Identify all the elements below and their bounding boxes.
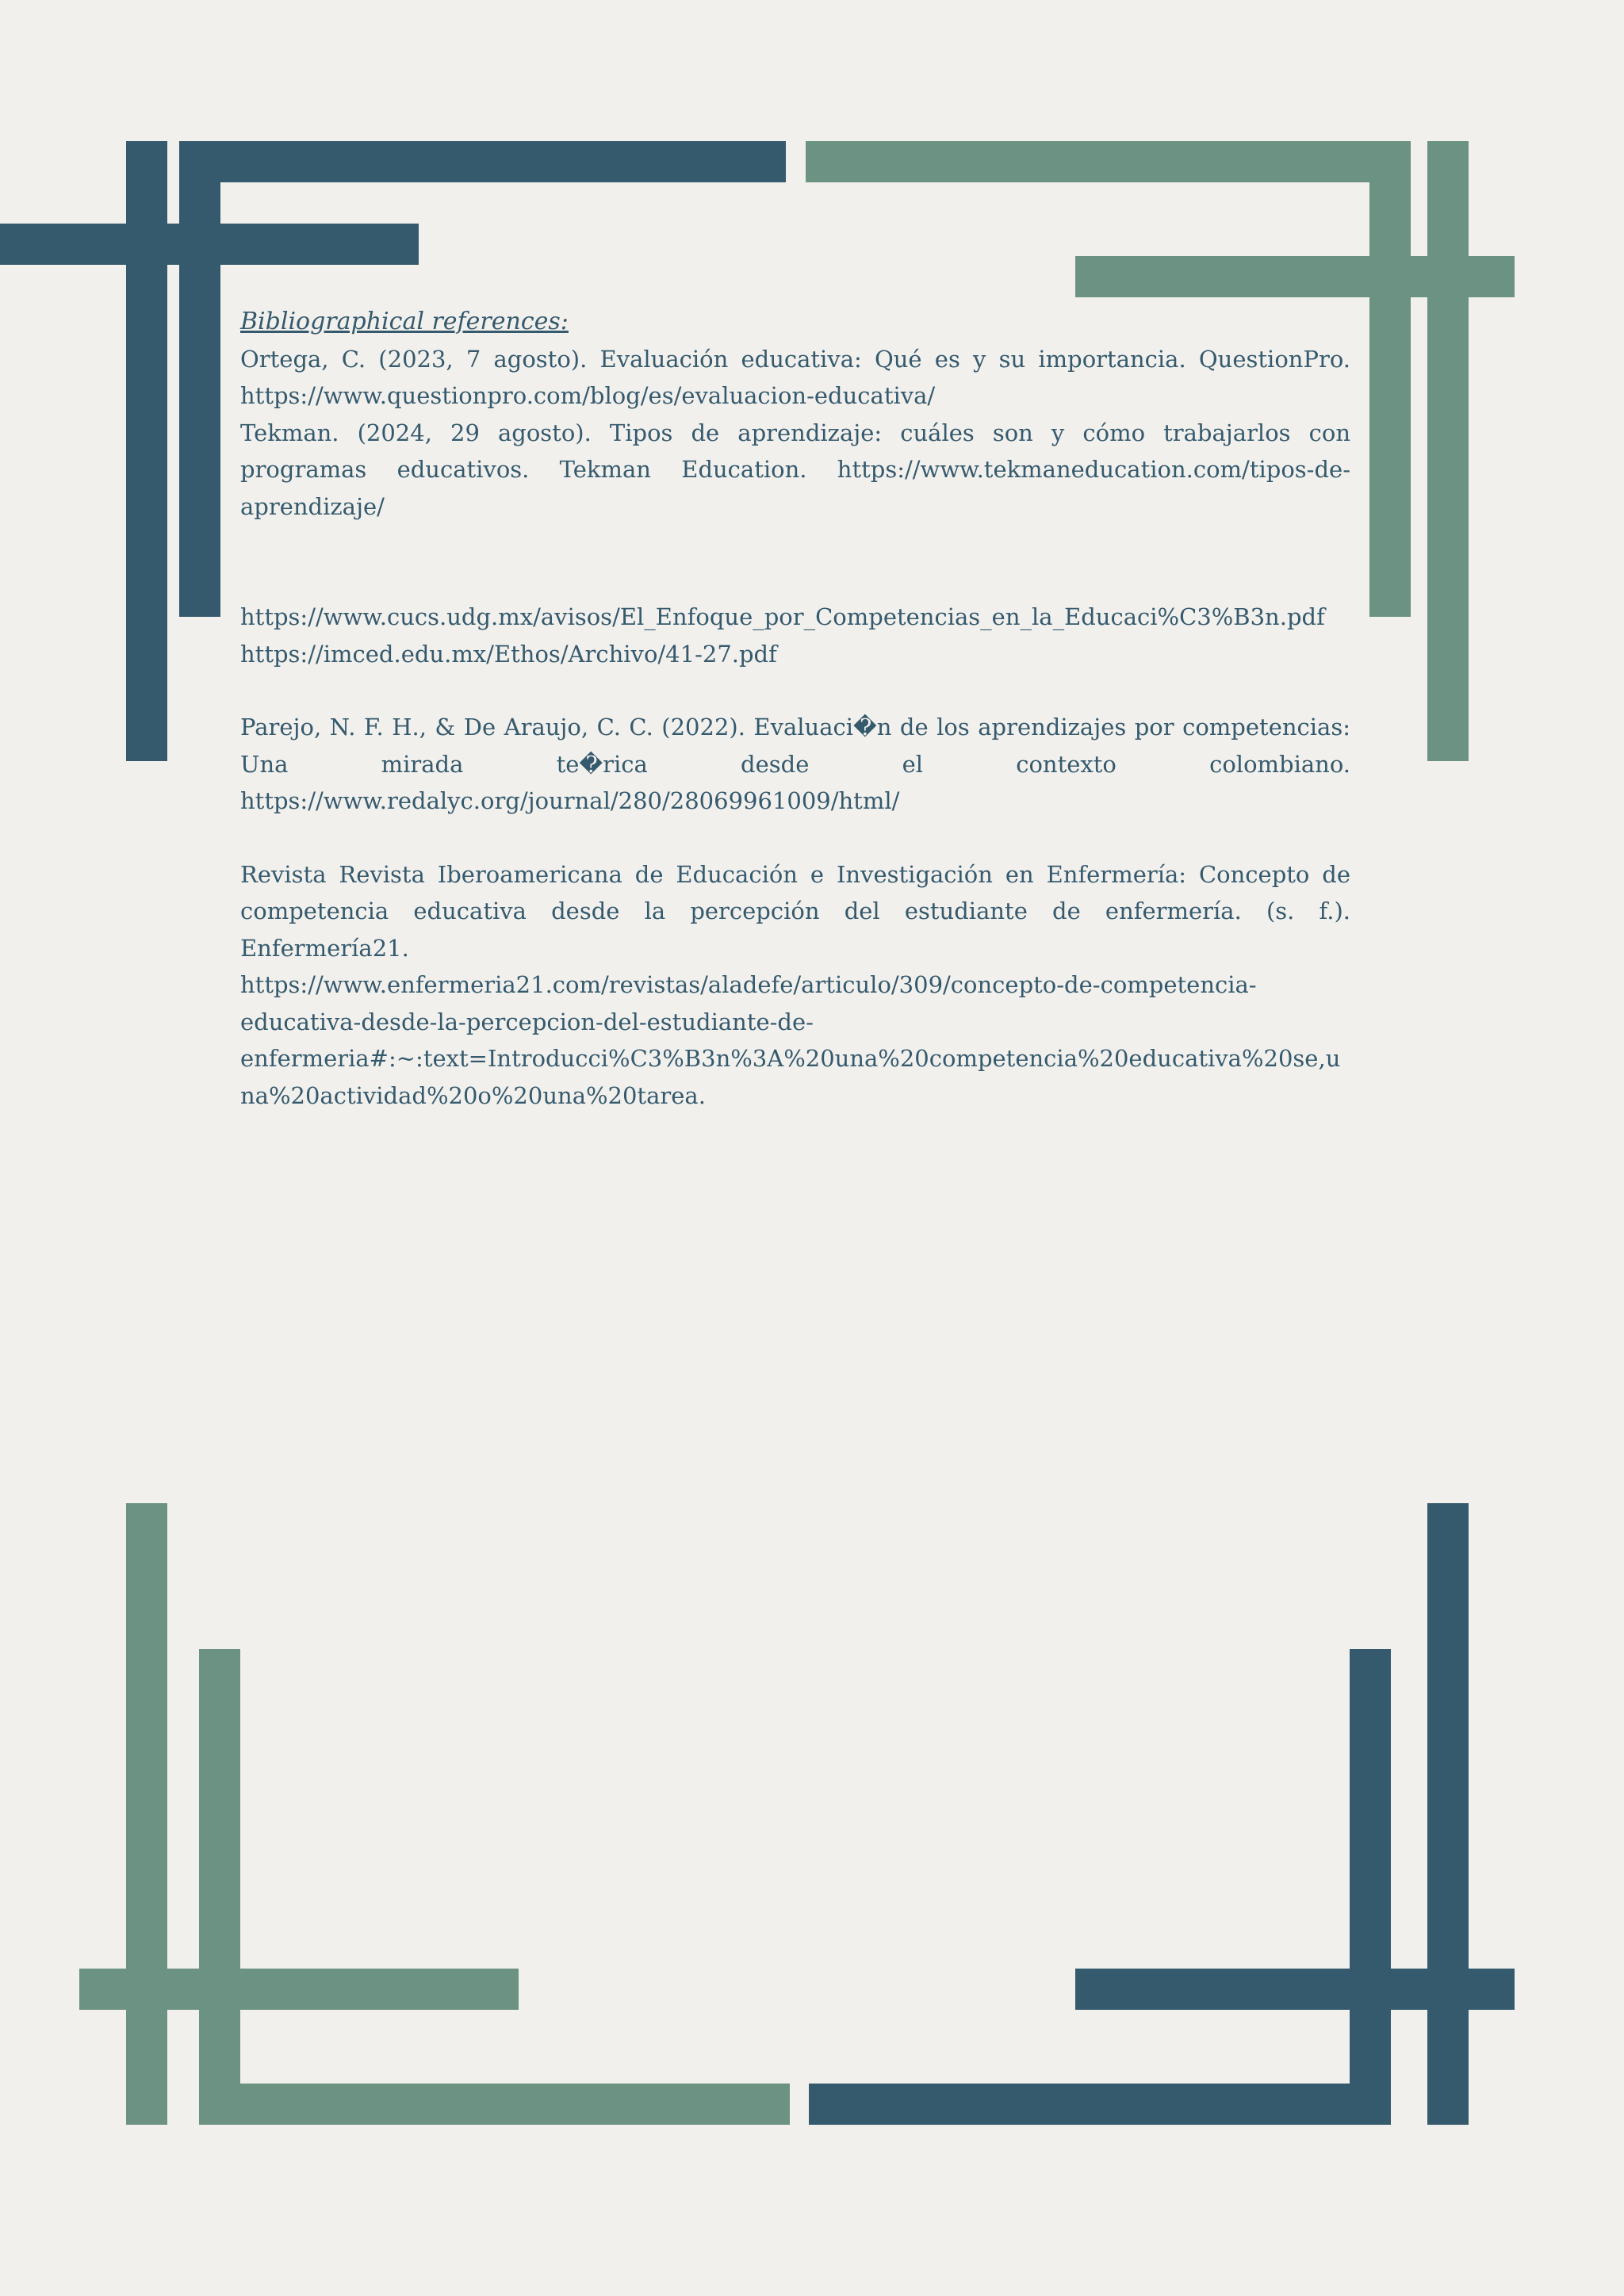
- spacer: [240, 525, 1350, 599]
- reference-parejo: Parejo, N. F. H., & De Araujo, C. C. (2022). Evaluaci�n de los aprendizajes por competencias: Una mirada te�rica desde el contexto colombiano. https://www.redalyc.org/journal/280/28069961009/html/: [240, 714, 1350, 814]
- frame-top-right-vertical-outer: [1427, 141, 1469, 761]
- frame-bottom-right-vertical-inner: [1350, 1649, 1391, 2125]
- frame-top-right-horizontal-cross: [1075, 256, 1515, 297]
- spacer: [240, 820, 1350, 856]
- frame-bottom-right-horizontal-bottom: [809, 2084, 1391, 2125]
- frame-bottom-left-horizontal-cross: [79, 1969, 519, 2010]
- frame-bottom-right-horizontal-cross: [1075, 1969, 1515, 2010]
- frame-bottom-left-vertical-outer: [126, 1503, 167, 2125]
- references-heading: Bibliographical references:: [240, 308, 569, 335]
- reference-revista: Revista Revista Iberoamericana de Educación e Investigación en Enfermería: Concepto de competencia educativa desde la percepción del estudiante de enfermería. (s. f.). Enfermería21.: [240, 860, 1350, 962]
- spacer: [240, 672, 1350, 709]
- frame-top-right-horizontal-top: [806, 141, 1411, 182]
- reference-ortega: Ortega, C. (2023, 7 agosto). Evaluación educativa: Qué es y su importancia. QuestionPro. https://www.questionpro.com/blog/es/evaluacion-educativa/: [240, 345, 1350, 409]
- frame-top-left-horizontal-cross: [0, 224, 419, 265]
- frame-bottom-left-vertical-inner: [199, 1649, 240, 2125]
- references-section: [240, 304, 1350, 1114]
- reference-revista-link[interactable]: https://www.enfermeria21.com/revistas/aladefe/articulo/309/concepto-de-competencia-educativa-desde-la-percepcion-del-estudiante-de-enfermeria#:~:text=Introducci%C3%B3n%3A%20una%20competencia%20educativa%20se,una%20actividad%20o%20una%20tarea.: [240, 971, 1341, 1109]
- reference-tekman: Tekman. (2024, 29 agosto). Tipos de aprendizaje: cuáles son y cómo trabajarlos con programas educativos. Tekman Education. https://www.tekmaneducation.com/tipos-de-aprendizaje/: [240, 419, 1350, 520]
- frame-top-left-vertical-inner: [179, 141, 220, 617]
- frame-top-right-vertical-inner: [1369, 141, 1411, 617]
- frame-bottom-right-vertical-outer: [1427, 1503, 1469, 2125]
- frame-bottom-left-horizontal-bottom: [199, 2084, 790, 2125]
- reference-cucs-link[interactable]: https://www.cucs.udg.mx/avisos/El_Enfoque_por_Competencias_en_la_Educaci%C3%B3n.pdf: [240, 603, 1325, 630]
- reference-imced-link[interactable]: https://imced.edu.mx/Ethos/Archivo/41-27.pdf: [240, 640, 777, 668]
- frame-top-left-horizontal-top: [179, 141, 786, 182]
